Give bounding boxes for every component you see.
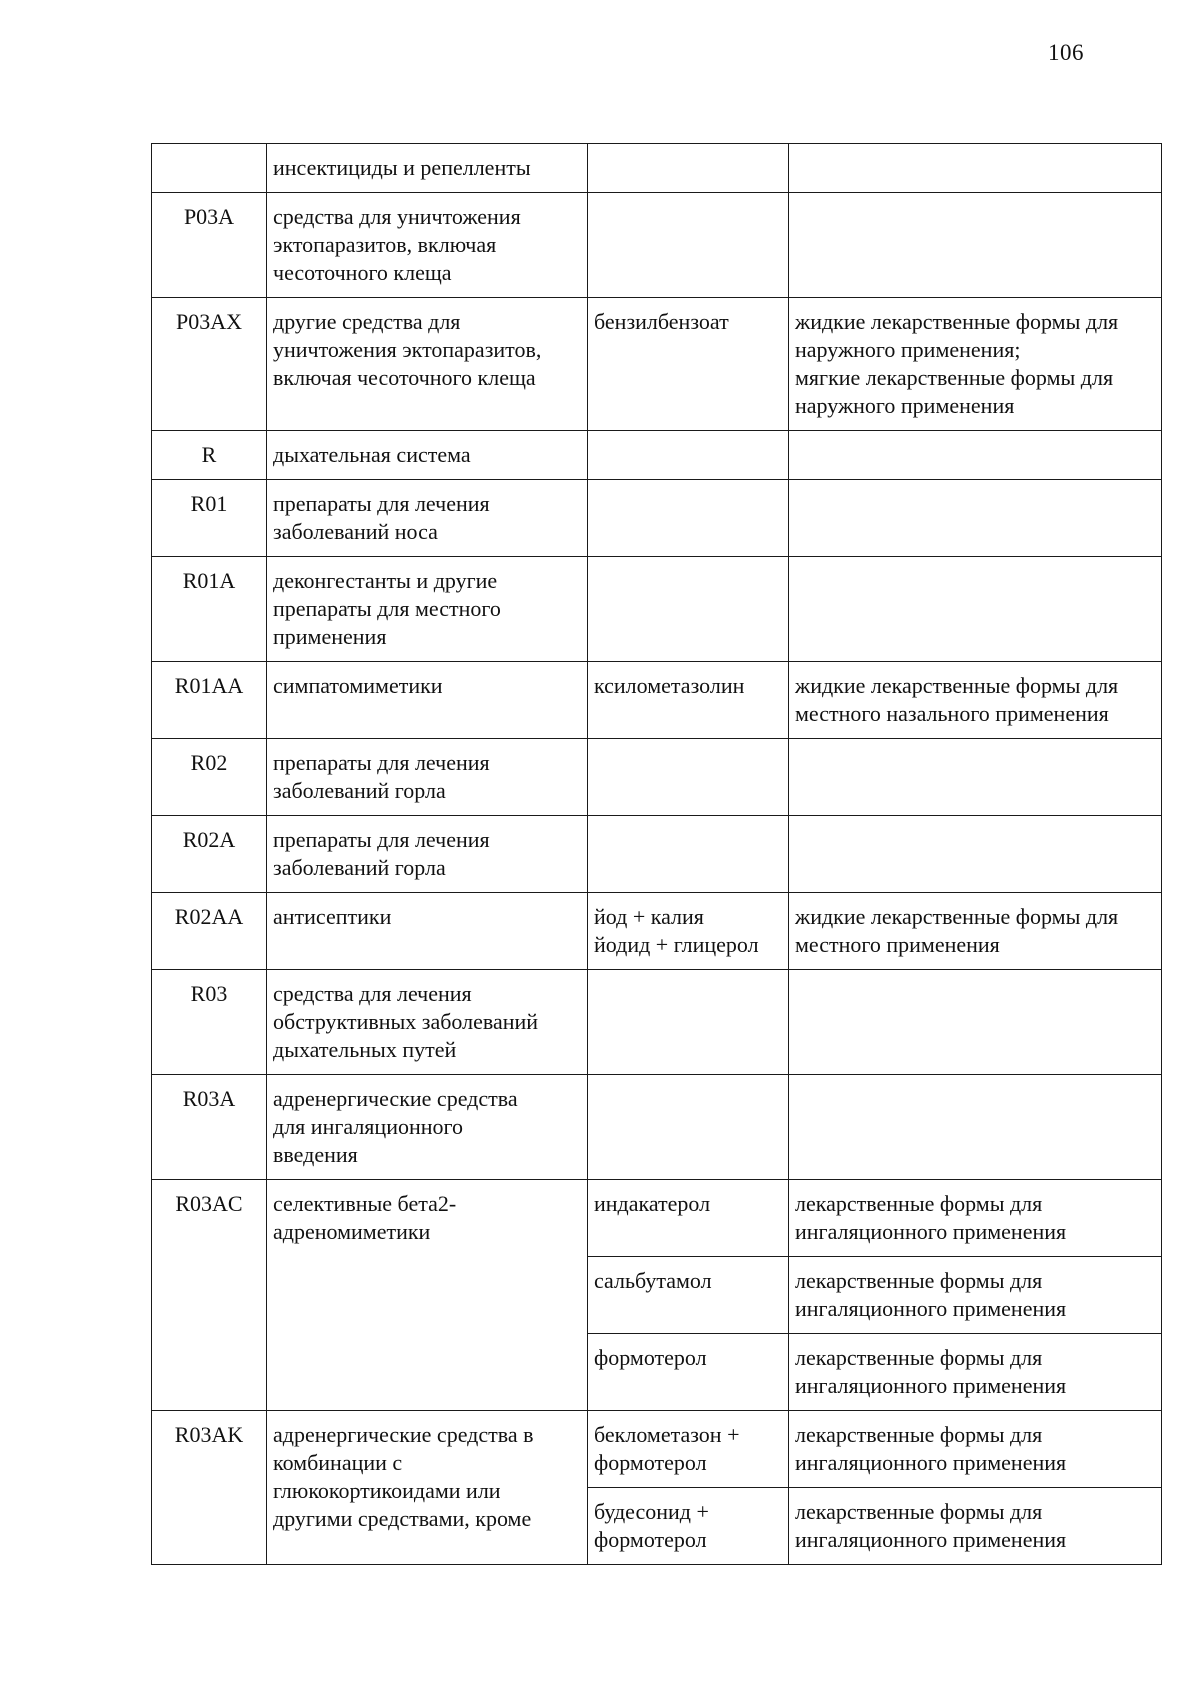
group-name-cell: препараты для лечения заболеваний носа [267, 480, 588, 557]
table-row [152, 431, 1162, 480]
group-name-cell: дыхательная система [267, 431, 588, 480]
dosage-form-cell [789, 557, 1162, 662]
table-row [152, 298, 1162, 431]
dosage-form-cell: лекарственные формы для ингаляционного применения [789, 1488, 1162, 1565]
atc-code-cell: R01 [152, 480, 267, 557]
dosage-form-cell: лекарственные формы для ингаляционного применения [789, 1180, 1162, 1257]
table-row [152, 970, 1162, 1075]
page-number: 106 [1048, 40, 1084, 65]
group-name-cell: препараты для лечения заболеваний горла [267, 739, 588, 816]
group-name-cell: средства для лечения обструктивных заболеваний дыхательных путей [267, 970, 588, 1075]
dosage-form-cell [789, 431, 1162, 480]
atc-code-cell: R03AK [152, 1411, 267, 1565]
atc-code-cell: R02AA [152, 893, 267, 970]
drug-cell: йод + калия йодид + глицерол [588, 893, 789, 970]
dosage-form-cell [789, 739, 1162, 816]
dosage-form-cell [789, 1075, 1162, 1180]
drug-cell: будесонид + формотерол [588, 1488, 789, 1565]
atc-code-cell: R02 [152, 739, 267, 816]
atc-code-cell: R03 [152, 970, 267, 1075]
dosage-form-cell [789, 816, 1162, 893]
group-name-cell: симпатомиметики [267, 662, 588, 739]
dosage-form-cell [789, 480, 1162, 557]
group-name-cell: инсектициды и репелленты [267, 144, 588, 193]
dosage-form-cell [789, 970, 1162, 1075]
drug-cell [588, 144, 789, 193]
atc-code-cell [152, 144, 267, 193]
atc-code-cell: P03AX [152, 298, 267, 431]
drug-cell: ксилометазолин [588, 662, 789, 739]
drug-cell: индакатерол [588, 1180, 789, 1257]
drug-cell [588, 739, 789, 816]
drug-cell: формотерол [588, 1334, 789, 1411]
table-row [152, 662, 1162, 739]
drug-cell [588, 557, 789, 662]
drug-table [151, 143, 1162, 1565]
drug-cell [588, 431, 789, 480]
dosage-form-cell: лекарственные формы для ингаляционного применения [789, 1257, 1162, 1334]
table-row [152, 480, 1162, 557]
dosage-form-cell: жидкие лекарственные формы для местного применения [789, 893, 1162, 970]
dosage-form-cell [789, 193, 1162, 298]
atc-code-cell: R01AA [152, 662, 267, 739]
drug-cell [588, 193, 789, 298]
group-name-cell: адренергические средства в комбинации с глюкокортикоидами или другими средствами, кроме [267, 1411, 588, 1565]
atc-code-cell: R03A [152, 1075, 267, 1180]
group-name-cell: другие средства для уничтожения эктопаразитов, включая чесоточного клеща [267, 298, 588, 431]
group-name-cell: адренергические средства для ингаляционного введения [267, 1075, 588, 1180]
atc-code-cell: P03A [152, 193, 267, 298]
drug-cell [588, 970, 789, 1075]
table-row [152, 193, 1162, 298]
atc-code-cell: R02A [152, 816, 267, 893]
table-row [152, 1180, 1162, 1257]
dosage-form-cell: лекарственные формы для ингаляционного применения [789, 1334, 1162, 1411]
drug-cell [588, 1075, 789, 1180]
table-row [152, 893, 1162, 970]
dosage-form-cell: лекарственные формы для ингаляционного применения [789, 1411, 1162, 1488]
drug-cell: беклометазон + формотерол [588, 1411, 789, 1488]
drug-cell [588, 480, 789, 557]
dosage-form-cell [789, 144, 1162, 193]
table-row [152, 1411, 1162, 1488]
group-name-cell: средства для уничтожения эктопаразитов, включая чесоточного клеща [267, 193, 588, 298]
drug-cell: бензилбензоат [588, 298, 789, 431]
dosage-form-cell: жидкие лекарственные формы для местного назального применения [789, 662, 1162, 739]
group-name-cell: антисептики [267, 893, 588, 970]
table-row [152, 557, 1162, 662]
table-row [152, 1075, 1162, 1180]
group-name-cell: препараты для лечения заболеваний горла [267, 816, 588, 893]
table-row [152, 739, 1162, 816]
table-row [152, 816, 1162, 893]
atc-code-cell: R [152, 431, 267, 480]
drug-cell [588, 816, 789, 893]
group-name-cell: селективные бета2- адреномиметики [267, 1180, 588, 1411]
atc-code-cell: R01A [152, 557, 267, 662]
dosage-form-cell: жидкие лекарственные формы для наружного применения; мягкие лекарственные формы для наружного применения [789, 298, 1162, 431]
drug-cell: сальбутамол [588, 1257, 789, 1334]
group-name-cell: деконгестанты и другие препараты для местного применения [267, 557, 588, 662]
atc-code-cell: R03AC [152, 1180, 267, 1411]
table-row [152, 144, 1162, 193]
